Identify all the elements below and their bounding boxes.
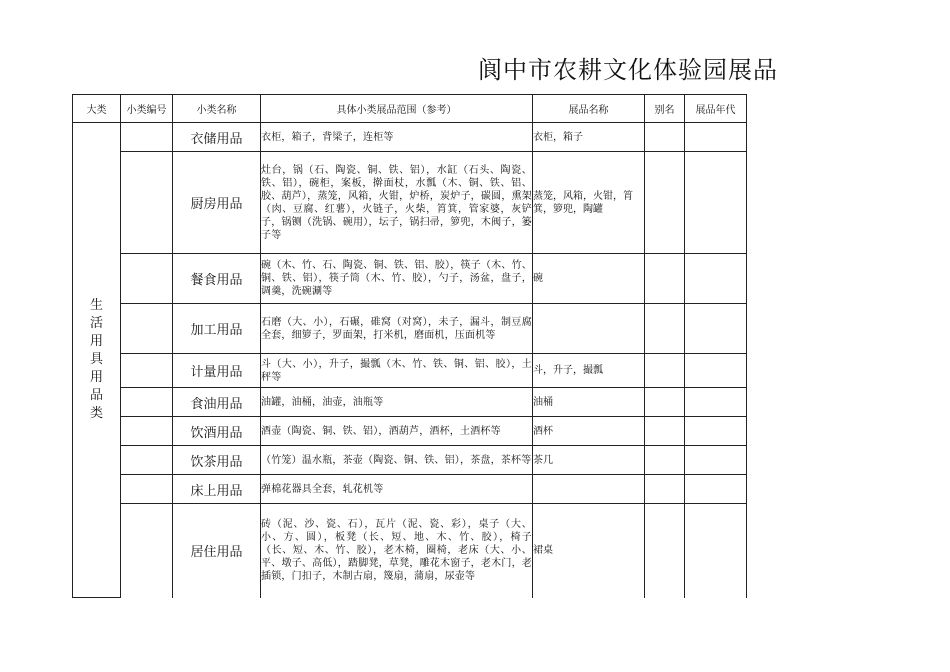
sub-id-cell xyxy=(121,446,173,475)
table-row xyxy=(73,475,747,504)
exhibit-name-cell: 酒杯 xyxy=(533,417,645,446)
sub-id-cell xyxy=(121,504,173,598)
sub-id-cell xyxy=(121,354,173,388)
table-row xyxy=(73,152,747,254)
exhibit-name-cell: 斗，升子，撮瓢 xyxy=(533,354,645,388)
alias-cell xyxy=(645,417,685,446)
header-cell-exhibit-name: 展品名称 xyxy=(533,95,645,123)
sub-name-cell: 居住用品 xyxy=(173,504,261,598)
sub-name-cell: 厨房用品 xyxy=(173,152,261,254)
category-char: 生 xyxy=(89,298,103,313)
sub-name-cell: 床上用品 xyxy=(173,475,261,504)
category-char: 用 xyxy=(89,334,103,349)
page-title: 阆中市农耕文化体验园展品 xyxy=(478,56,778,84)
table-row xyxy=(73,123,747,152)
header-cell-alias: 别名 xyxy=(645,95,685,123)
sub-id-cell xyxy=(121,417,173,446)
sub-name-cell: 计量用品 xyxy=(173,354,261,388)
range-cell: 灶台，锅（石、陶瓷、铜、铁、铝），水缸（石头、陶瓷、铁、铝），碗柜，案板，擀面杖，水瓢（木、铜、铁、铝、胶、葫芦），蒸笼，风箱，火钳，炉桥，炭炉子，碳圆，熏架（肉、豆腐、红薯），火链子，火柴，筲箕，管家婆，灰铲子，锅铡（洗锅、碗用），坛子，锅扫帚，箩兜，木阀子，篓子等 xyxy=(261,152,533,254)
sub-id-cell xyxy=(121,475,173,504)
category-char: 具 xyxy=(89,352,103,367)
range-cell: （竹笼）温水瓶，茶壶（陶瓷、铜、铁、铝），茶盘，茶杯等 xyxy=(261,446,533,475)
exhibit-name-cell: 茶几 xyxy=(533,446,645,475)
sub-id-cell xyxy=(121,304,173,354)
era-cell xyxy=(685,354,747,388)
alias-cell xyxy=(645,388,685,417)
exhibit-name-cell: 裙桌 xyxy=(533,504,645,598)
exhibit-name-cell: 蒸笼，风箱，火钳，筲箕，箩兜，陶罐 xyxy=(533,152,645,254)
era-cell xyxy=(685,388,747,417)
header-cell-sub-name: 小类名称 xyxy=(173,95,261,123)
exhibit-name-cell xyxy=(533,475,645,504)
alias-cell xyxy=(645,446,685,475)
range-cell: 油罐，油桶，油壶，油瓶等 xyxy=(261,388,533,417)
exhibit-name-cell: 油桶 xyxy=(533,388,645,417)
era-cell xyxy=(685,446,747,475)
alias-cell xyxy=(645,254,685,304)
era-cell xyxy=(685,475,747,504)
table-row xyxy=(73,354,747,388)
table-row xyxy=(73,504,747,598)
table-row xyxy=(73,446,747,475)
table-row xyxy=(73,388,747,417)
sub-name-cell: 饮酒用品 xyxy=(173,417,261,446)
exhibit-name-cell xyxy=(533,304,645,354)
table-row xyxy=(73,417,747,446)
exhibit-table xyxy=(72,94,747,598)
table-row xyxy=(73,254,747,304)
alias-cell xyxy=(645,504,685,598)
range-cell: 弹棉花器具全套，轧花机等 xyxy=(261,475,533,504)
range-cell: 碗（木、竹、石、陶瓷、铜、铁、铝、胶），筷子（木、竹、铜、铁、铝），筷子筒（木、竹、胶），勺子，汤盆，盘子，调羹，洗碗涮等 xyxy=(261,254,533,304)
header-cell-category: 大类 xyxy=(73,95,121,123)
category-char: 类 xyxy=(89,406,103,421)
sub-name-cell: 食油用品 xyxy=(173,388,261,417)
range-cell: 石磨（大、小），石碾，碓窝（对窝），未子，漏斗，制豆腐全套，细箩子，罗面架，打米机，磨面机，压面机等 xyxy=(261,304,533,354)
category-char: 用 xyxy=(89,370,103,385)
sub-name-cell: 加工用品 xyxy=(173,304,261,354)
exhibit-name-cell: 碗 xyxy=(533,254,645,304)
sub-id-cell xyxy=(121,388,173,417)
sub-id-cell xyxy=(121,152,173,254)
era-cell xyxy=(685,504,747,598)
era-cell xyxy=(685,304,747,354)
range-cell: 衣柜，箱子，背梁子，连柜等 xyxy=(261,123,533,152)
header-cell-era: 展品年代 xyxy=(685,95,747,123)
exhibit-name-cell: 衣柜，箱子 xyxy=(533,123,645,152)
header-cell-sub-id: 小类编号 xyxy=(121,95,173,123)
alias-cell xyxy=(645,152,685,254)
header-cell-range: 具体小类展品范围（参考） xyxy=(261,95,533,123)
table-row xyxy=(73,304,747,354)
sub-name-cell: 餐食用品 xyxy=(173,254,261,304)
category-cell xyxy=(73,123,121,598)
alias-cell xyxy=(645,475,685,504)
sub-name-cell: 饮茶用品 xyxy=(173,446,261,475)
range-cell: 砖（泥、沙、瓷、石），瓦片（泥、瓷、彩），桌子（大、小、方、圆），板凳（长、短、地、木、竹、胶），椅子（长、短、木、竹、胶），老木椅，圈椅，老床（大、小、平、墩子、高低），踏脚凳，草凳，雕花木窗子，老木门，老插锁，门扣子，木制古扇，篾扇，蒲扇，尿壶等 xyxy=(261,504,533,598)
alias-cell xyxy=(645,123,685,152)
era-cell xyxy=(685,417,747,446)
era-cell xyxy=(685,152,747,254)
sub-id-cell xyxy=(121,123,173,152)
sub-id-cell xyxy=(121,254,173,304)
alias-cell xyxy=(645,354,685,388)
alias-cell xyxy=(645,304,685,354)
category-char: 活 xyxy=(89,316,103,331)
range-cell: 酒壶（陶瓷、铜、铁、铝），酒葫芦，酒杯，土酒杯等 xyxy=(261,417,533,446)
era-cell xyxy=(685,254,747,304)
era-cell xyxy=(685,123,747,152)
category-char: 品 xyxy=(89,388,103,403)
range-cell: 斗（大、小），升子，撮瓢（木、竹、铁、铜、铝、胶），土秤等 xyxy=(261,354,533,388)
header-row xyxy=(73,95,747,123)
sub-name-cell: 衣储用品 xyxy=(173,123,261,152)
